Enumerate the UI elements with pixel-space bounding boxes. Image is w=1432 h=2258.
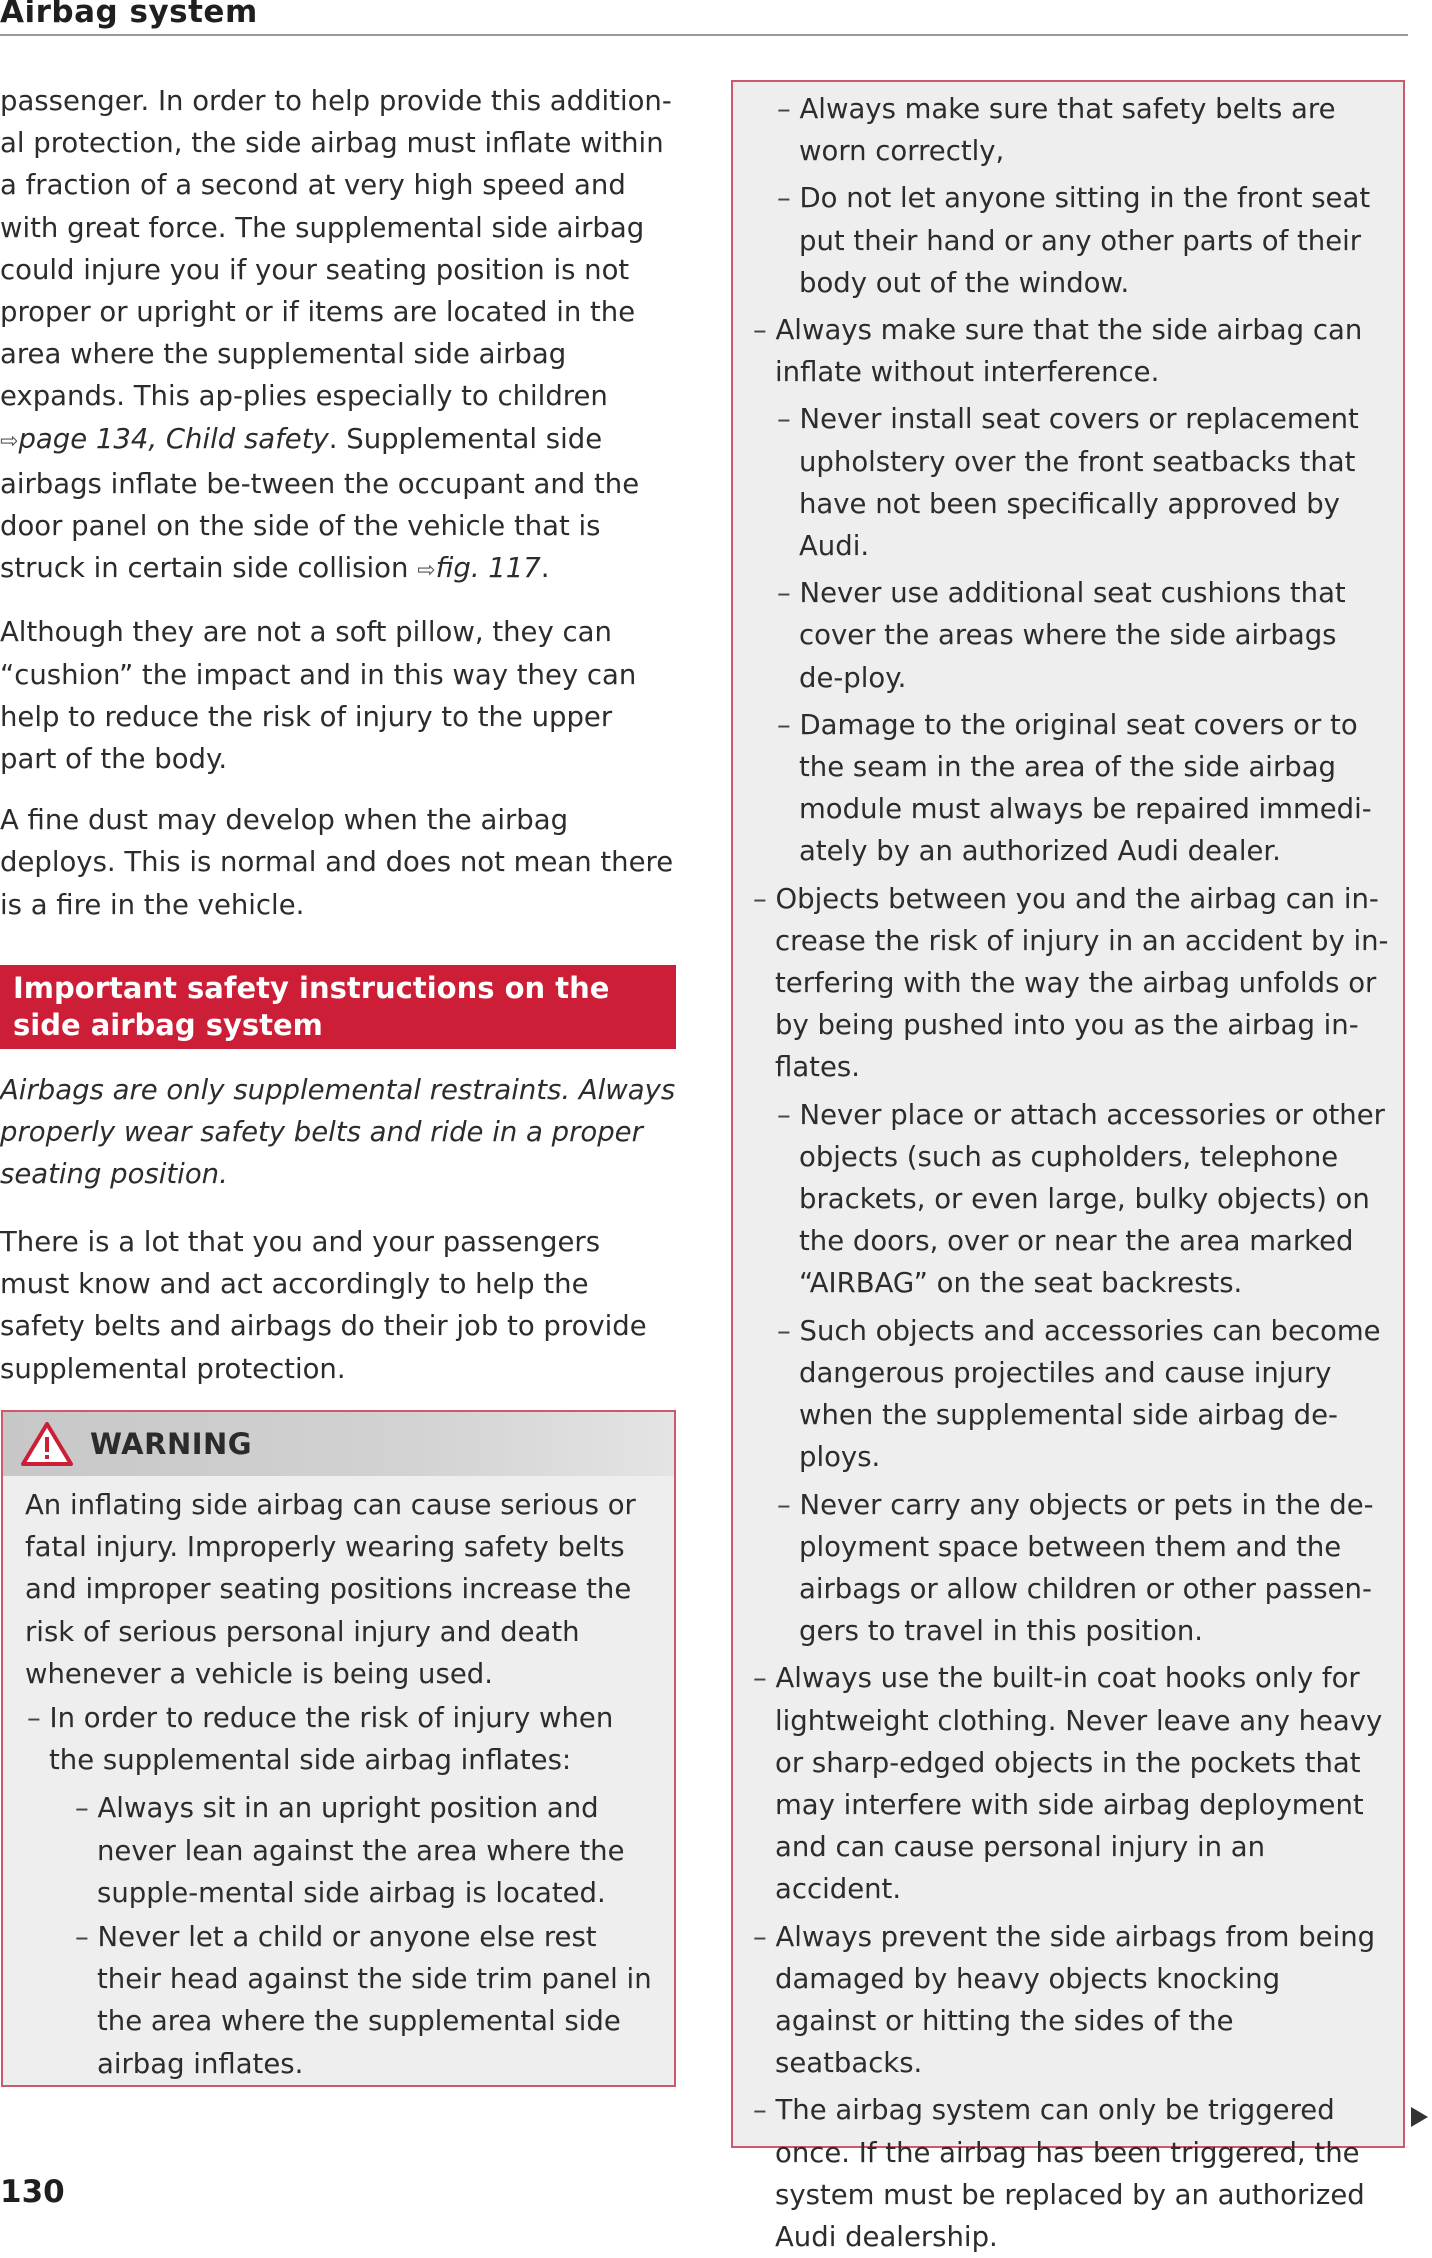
paragraph-passengers: There is a lot that you and your passengers must know and act accordingly to help the safety belts and airbags do their job to provide supplemental protection. xyxy=(0,1226,647,1385)
list-item-text: Do not let anyone sitting in the front seat put their hand or any other parts of their body out of the window. xyxy=(799,182,1371,299)
page-header-title: Airbag system xyxy=(0,0,258,30)
warning-intro: An inflating side airbag can cause serious or fatal injury. Improperly wearing safety belts and improper seating positions increase the risk of serious personal injury and death whenever a vehicle is being used. xyxy=(25,1489,636,1690)
header-rule xyxy=(0,34,1408,36)
list-item: – Damage to the original seat covers or to the seam in the area of the side airbag module must always be repaired immedi-ately by an authorized Audi dealer. xyxy=(777,708,1372,868)
list-item-text: In order to reduce the risk of injury when the supplemental side airbag inflates: xyxy=(49,1702,614,1777)
list-item-text: Objects between you and the airbag can in-crease the risk of injury in an accident by in-terfering with the way the airbag unfolds or by being pushed into you as the airbag in-flates. xyxy=(775,882,1389,1084)
list-item-text: Never install seat covers or replacement upholstery over the front seatbacks that have not been specifically approved by Audi. xyxy=(799,403,1359,563)
section-intro: Airbags are only supplemental restraints. Always properly wear safety belts and ride in a proper seating position. xyxy=(0,1074,676,1191)
warning-body xyxy=(3,1476,674,2085)
list-item-text: Always sit in an upright position and never lean against the area where the supple-mental side airbag is located. xyxy=(97,1792,625,1909)
list-item: – The airbag system can only be triggered once. If the airbag has been triggered, the system must be replaced by an authorized Audi dealership. xyxy=(753,2094,1365,2253)
right-arrow-icon: ⇨ xyxy=(0,428,19,454)
list-item: – Always use the built-in coat hooks only for lightweight clothing. Never leave any heavy or sharp-edged objects in the pockets that may interfere with side airbag deployment and can cause personal injury in an accident. xyxy=(753,1662,1383,1906)
left-column xyxy=(0,80,676,945)
warning-box xyxy=(1,1410,676,2087)
paragraph-text: . xyxy=(540,552,550,585)
paragraph-text: . Supplemental side airbags inflate be-tween the occupant and the door panel on the side of the vehicle that is struck in certain side collision xyxy=(0,422,640,585)
section-heading: Important safety instructions on the side airbag system xyxy=(0,965,676,1049)
list-item-text: Never place or attach accessories or other objects (such as cupholders, telephone brackets, or even large, bulky objects) on the doors, over or near the area marked “AIRBAG” on the seat backrests. xyxy=(799,1098,1385,1300)
list-item: – Always make sure that the side airbag can inflate without interference. xyxy=(753,314,1363,389)
paragraph-cushion: Although they are not a soft pillow, they can “cushion” the impact and in this way they can help to reduce the risk of injury to the upper part of the body. xyxy=(0,616,637,776)
page-number: 130 xyxy=(0,2174,65,2210)
list-item-text: Such objects and accessories can become dangerous projectiles and cause injury when the supplemental side airbag de-ploys. xyxy=(799,1314,1381,1474)
list-item-text: Always use the built-in coat hooks only for lightweight clothing. Never leave any heavy or sharp-edged objects in the pockets that may interfere with side airbag deployment and can cause personal injury in an accident. xyxy=(775,1662,1383,1906)
list-item: – Never use additional seat cushions that cover the areas where the side airbags de-ploy. xyxy=(777,577,1346,694)
list-item: – Never install seat covers or replacement upholstery over the front seatbacks that have not been specifically approved by Audi. xyxy=(777,403,1359,563)
warning-triangle-icon xyxy=(20,1421,74,1467)
list-item-text: Always prevent the side airbags from being damaged by heavy objects knocking against or hitting the sides of the seatbacks. xyxy=(775,1920,1376,2080)
cross-reference-figure[interactable]: fig. 117 xyxy=(435,552,541,585)
warning-header xyxy=(3,1412,674,1476)
list-item-text: Never let a child or anyone else rest their head against the side trim panel in the area where the supplemental side airbag inflates. xyxy=(97,1921,652,2080)
list-item-text: Always make sure that safety belts are worn correctly, xyxy=(799,93,1336,168)
list-item-text: Always make sure that the side airbag can inflate without interference. xyxy=(775,314,1363,389)
list-item: – Never place or attach accessories or other objects (such as cupholders, telephone brackets, or even large, bulky objects) on the doors, over or near the area marked “AIRBAG” on the seat backrests. xyxy=(777,1098,1385,1300)
list-item: – Never carry any objects or pets in the de-ployment space between them and the airbags or allow children or other passen-gers to travel in this position. xyxy=(777,1488,1374,1648)
paragraph-text: passenger. In order to help provide this addition-al protection, the side airbag must inflate within a fraction of a second at very high speed and with great force. The supplemental side airbag could injure you if your seating position is not proper or upright or if items are located in the area where the supplemental side airbag expands. This ap-plies especially to children xyxy=(0,85,672,413)
warning-label: WARNING xyxy=(90,1427,253,1461)
list-item: – Always make sure that safety belts are worn correctly, xyxy=(777,93,1336,168)
list-item: – Such objects and accessories can become dangerous projectiles and cause injury when the supplemental side airbag de-ploys. xyxy=(777,1314,1381,1474)
list-item: – Objects between you and the airbag can in-crease the risk of injury in an accident by in-terfering with the way the airbag unfolds or by being pushed into you as the airbag in-flates. xyxy=(753,882,1389,1084)
list-item: – Always prevent the side airbags from being damaged by heavy objects knocking against or hitting the sides of the seatbacks. xyxy=(753,1920,1376,2080)
list-item: – Do not let anyone sitting in the front seat put their hand or any other parts of their body out of the window. xyxy=(777,182,1371,299)
list-item: – Always sit in an upright position and never lean against the area where the supple-mental side airbag is located. xyxy=(75,1792,625,1909)
warning-continuation-box xyxy=(731,80,1405,2253)
list-item-text: Damage to the original seat covers or to the seam in the area of the side airbag module must always be repaired immedi-ately by an authorized Audi dealer. xyxy=(799,708,1372,868)
list-item: – Never let a child or anyone else rest their head against the side trim panel in the area where the supplemental side airbag inflates. xyxy=(75,1921,652,2080)
right-arrow-icon: ⇨ xyxy=(417,558,436,584)
list-item-text: Never carry any objects or pets in the de-ployment space between them and the airbags or allow children or other passen-gers to travel in this position. xyxy=(799,1488,1374,1648)
paragraph-side-airbag-inflation xyxy=(0,80,676,592)
next-page-arrow-icon[interactable] xyxy=(1411,2107,1428,2127)
list-item-text: The airbag system can only be triggered once. If the airbag has been triggered, the system must be replaced by an authorized Audi dealership. xyxy=(775,2094,1365,2253)
list-item-text: Never use additional seat cushions that cover the areas where the side airbags de-ploy. xyxy=(799,577,1346,694)
cross-reference-child-safety[interactable]: page 134, Child safety xyxy=(18,422,329,455)
paragraph-fine-dust: A fine dust may develop when the airbag deploys. This is normal and does not mean there is a fire in the vehicle. xyxy=(0,804,674,921)
list-item: – In order to reduce the risk of injury when the supplemental side airbag inflates: xyxy=(27,1702,614,1777)
